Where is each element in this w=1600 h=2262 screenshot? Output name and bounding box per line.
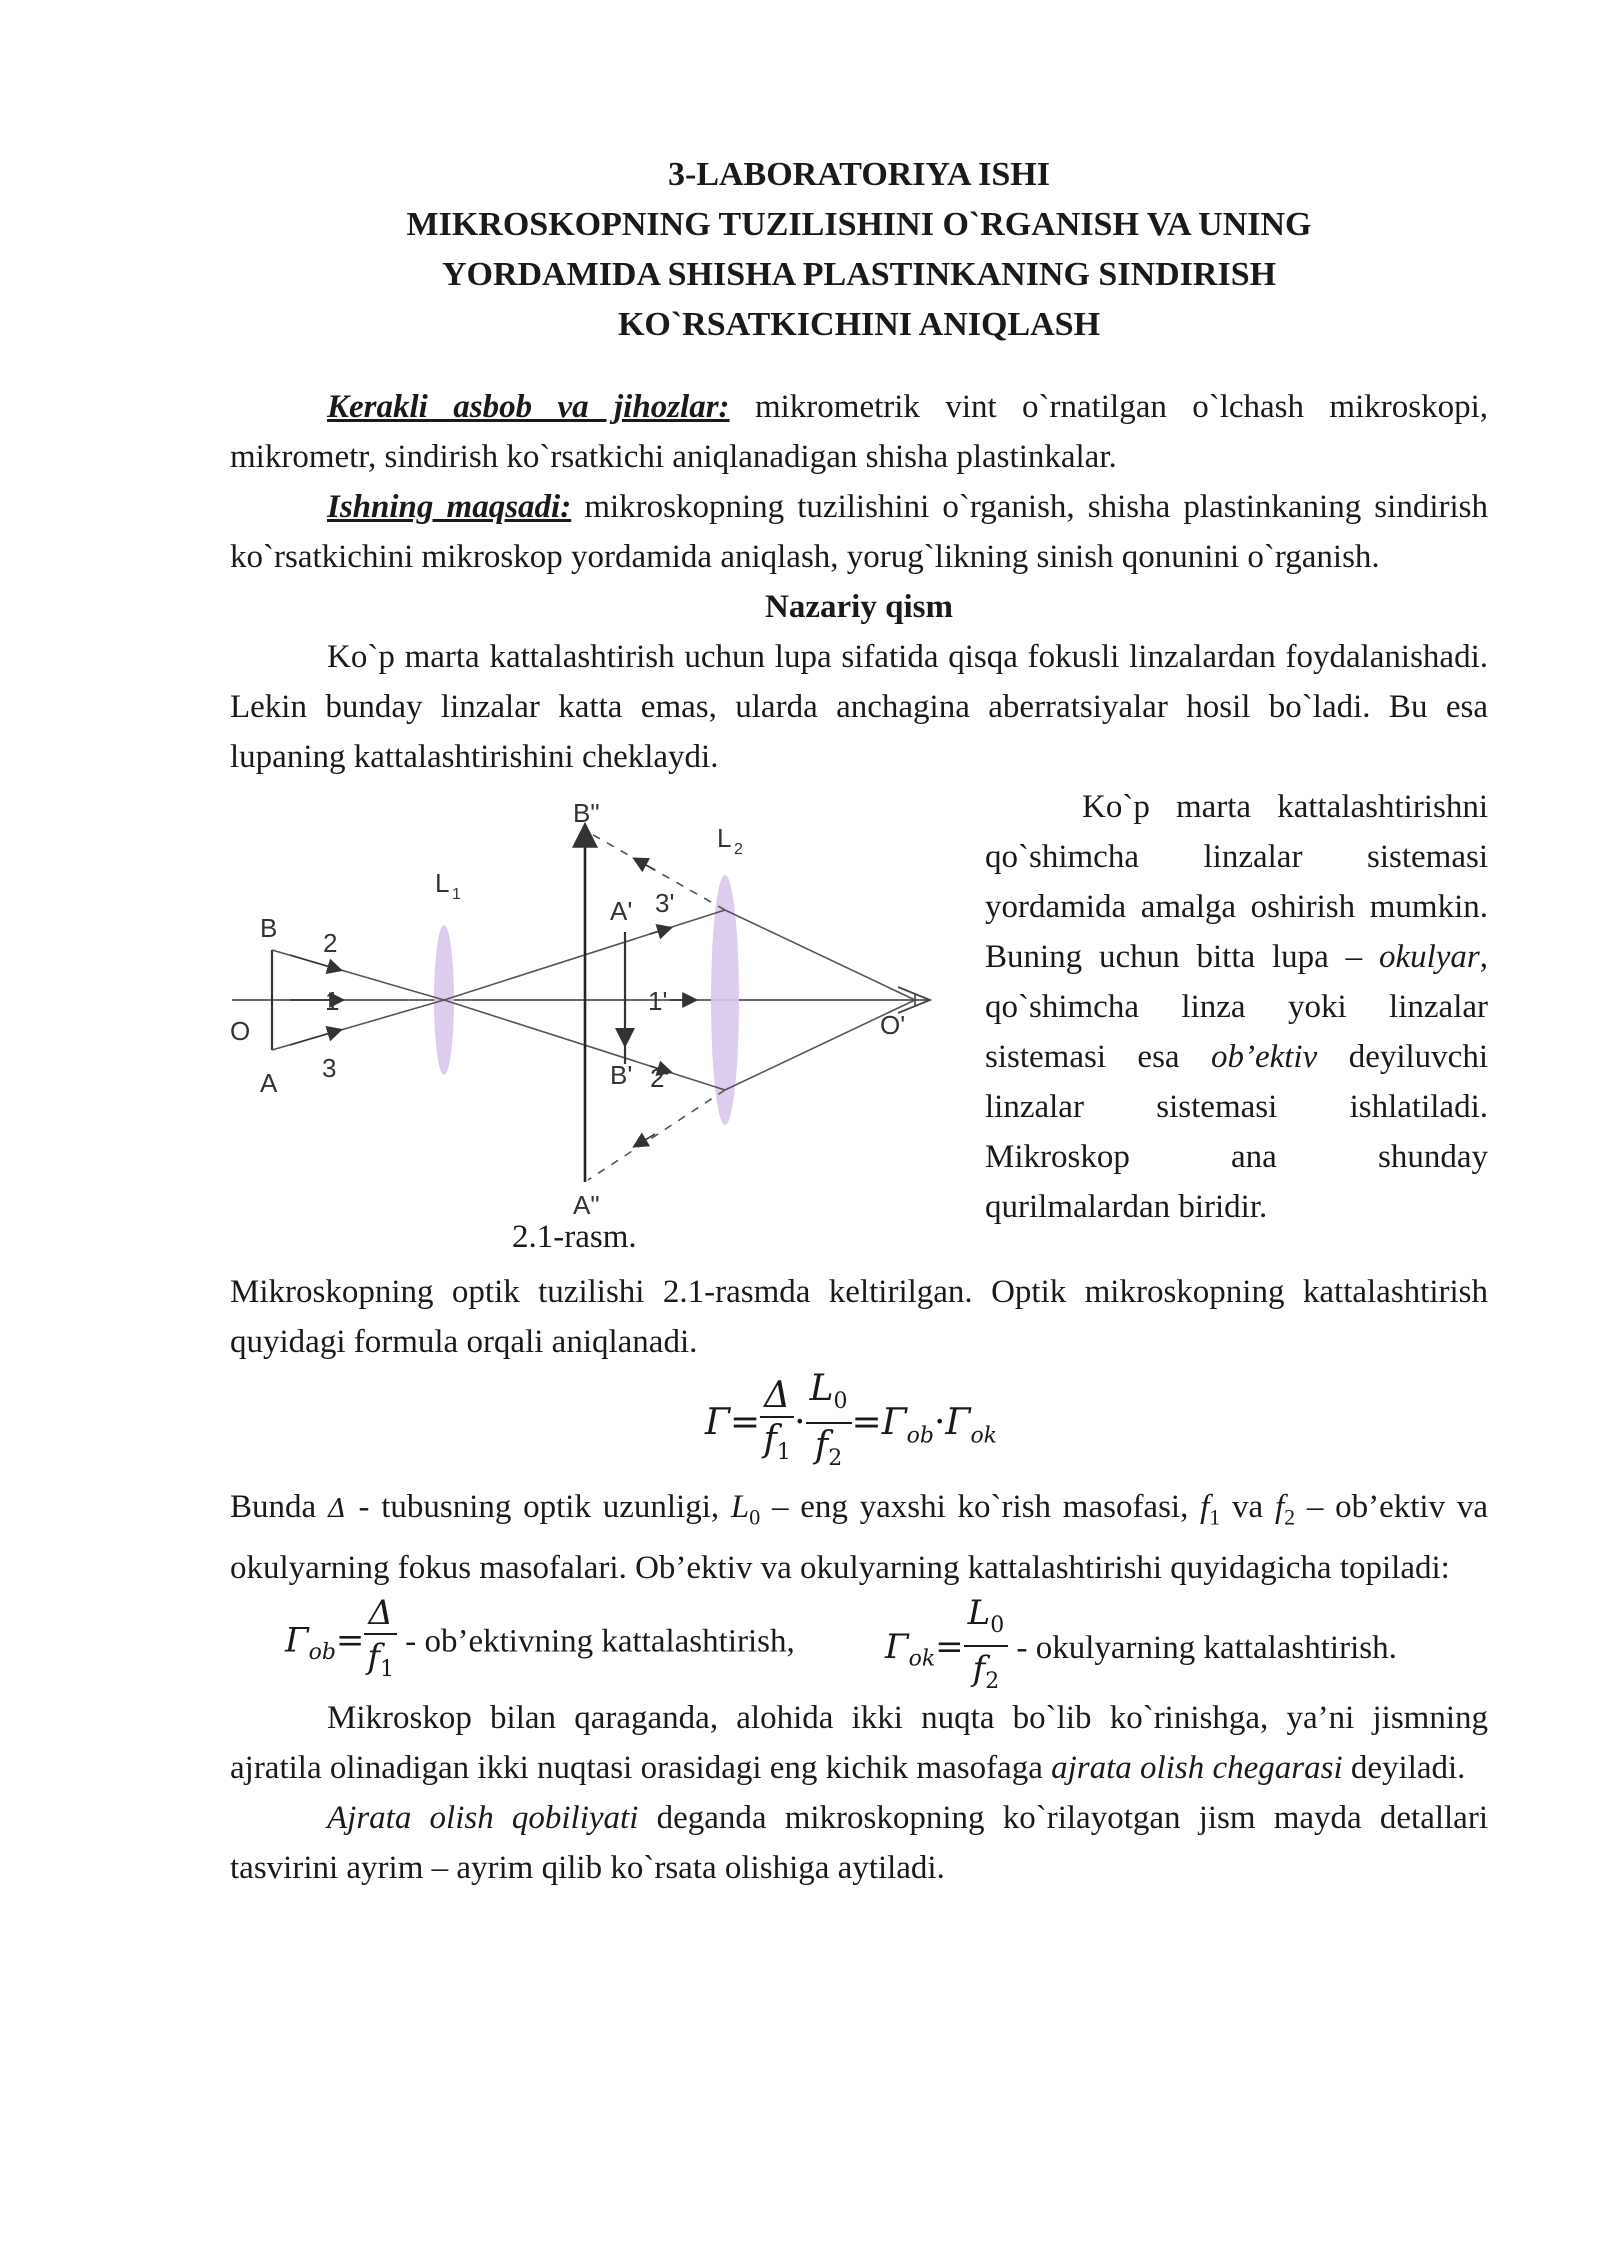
label-A-prime: A' xyxy=(610,896,633,926)
label-ray-1: 1 xyxy=(325,986,340,1016)
label-ray-3-prime: 3' xyxy=(655,888,675,918)
label-B-double-prime: B" xyxy=(573,798,600,828)
label-O-prime: O' xyxy=(880,1010,906,1040)
label-O: O xyxy=(230,1016,251,1046)
equipment-text: mikrometrik vint o`rnatilgan o`lchash mikroskopi, mikrometr, sindirish ko`rsatkichi aniqlanadigan shisha plastinkalar. xyxy=(230,389,1489,475)
equipment-paragraph xyxy=(230,382,1488,482)
figure-caption: 2.1-rasm. xyxy=(512,1219,637,1255)
partial-formulas xyxy=(230,1593,1488,1693)
eyepiece-formula: $\Gamma_{ok}=$ $\frac{L_0}{f_2}$ - okulyarning kattalashtirish. xyxy=(885,1592,1397,1695)
label-ray-1-prime: 1' xyxy=(648,986,668,1016)
equipment-label: Kerakli asbob va jihozlar: xyxy=(327,389,730,425)
svg-text:2: 2 xyxy=(734,841,743,858)
magnification-formula: Γ= $\frac{\Delta}{f_1}$ · $\frac{L_0}{f_2}$ $=\Gamma_{ob}\cdot\Gamma_{ok}$ xyxy=(705,1368,998,1472)
goal-text: mikroskopning tuzilishini o`rganish, shisha plastinkaning sindirish ko`rsatkichini mikroskop yordamida aniqlash, yorug`likning sinish qonunini o`rganish. xyxy=(230,489,1488,575)
title-line-2: MIKROSKOPNING TUZILISHINI O`RGANISH VA UNING xyxy=(406,206,1312,243)
goal-paragraph xyxy=(230,482,1488,582)
theory-paragraph-4: Mikroskop bilan qaraganda, alohida ikki nuqta bo`lib ko`rinishga, ya’ni jismning ajratila olinadigan ikki nuqtasi orasidagi eng kichik masofaga ajrata olish chegarasi deyiladi. xyxy=(230,1699,1488,1786)
microscope-ray-diagram xyxy=(230,782,950,1267)
title-line-4: KO`RSATKICHINI ANIQLASH xyxy=(617,306,1101,343)
label-A: A xyxy=(260,1068,278,1098)
ray-out-top xyxy=(725,910,915,1000)
title-line-3: YORDAMIDA SHISHA PLASTINKANING SINDIRISH xyxy=(441,256,1277,293)
label-ray-2: 2 xyxy=(323,928,338,958)
label-ray-2-prime: 2' xyxy=(650,1063,670,1093)
title-line-1: 3-LABORATORIYA ISHI xyxy=(668,156,1050,193)
theory-paragraph-1: Ko`p marta kattalashtirish uchun lupa sifatida qisqa fokusli linzalardan foydalanishadi. Lekin bunday linzalar katta emas, ularda anchagina aberratsiyalar hosil bo`ladi. Bu esa lupaning kattalashtirishini cheklaydi. xyxy=(230,639,1488,775)
label-B-prime: B' xyxy=(610,1060,633,1090)
document-page xyxy=(230,150,1488,1893)
theory-paragraph-3: Bunda Δ - tubusning optik uzunligi, $L_0$ – eng yaxshi ko`rish masofasi, $f_1$ va $f_2$ – ob’ektiv va okulyarning fokus masofalari. Ob’ektiv va okulyarning kattalashtirishi quyidagicha topiladi: xyxy=(230,1489,1488,1586)
label-ray-3: 3 xyxy=(322,1053,337,1083)
document-title xyxy=(230,150,1488,350)
figure-with-text xyxy=(230,782,1488,1267)
label-B: B xyxy=(260,913,278,943)
svg-text:1: 1 xyxy=(452,886,461,903)
label-A-double-prime: A" xyxy=(573,1190,600,1220)
theory-paragraph-2: Mikroskopning optik tuzilishi 2.1-rasmda keltirilgan. Optik mikroskopning kattalashtirish quyidagi formula orqali aniqlanadi. xyxy=(230,1274,1488,1360)
theory-paragraph-5: Ajrata olish qobiliyati deganda mikroskopning ko`rilayotgan jism mayda detallari tasvirini ayrim – ayrim qilib ko`rsata olishiga aytiladi. xyxy=(230,1799,1488,1886)
objective-formula: $\Gamma_{ob}=$ $\frac{\Delta}{f_1}$ - ob’ektivning kattalashtirish, xyxy=(285,1592,795,1682)
side-paragraph: Ko`p marta kattalashtirishni qo`shimcha linzalar sistemasi yordamida amalga oshirish mumkin. Buning uchun bitta lupa – okulyar, qo`shimcha linza yoki linzalar sistemasi esa ob’ektiv deyiluvchi linzalar sistemasi ishlatiladi. Mikroskop ana shunday qurilmalardan biridir. xyxy=(985,789,1488,1225)
goal-label: Ishning maqsadi: xyxy=(327,489,572,525)
section-title: Nazariy qism xyxy=(765,589,953,625)
label-L2: L xyxy=(717,823,732,853)
label-L1: L xyxy=(435,868,450,898)
virtual-ray-bottom xyxy=(588,1090,725,1180)
